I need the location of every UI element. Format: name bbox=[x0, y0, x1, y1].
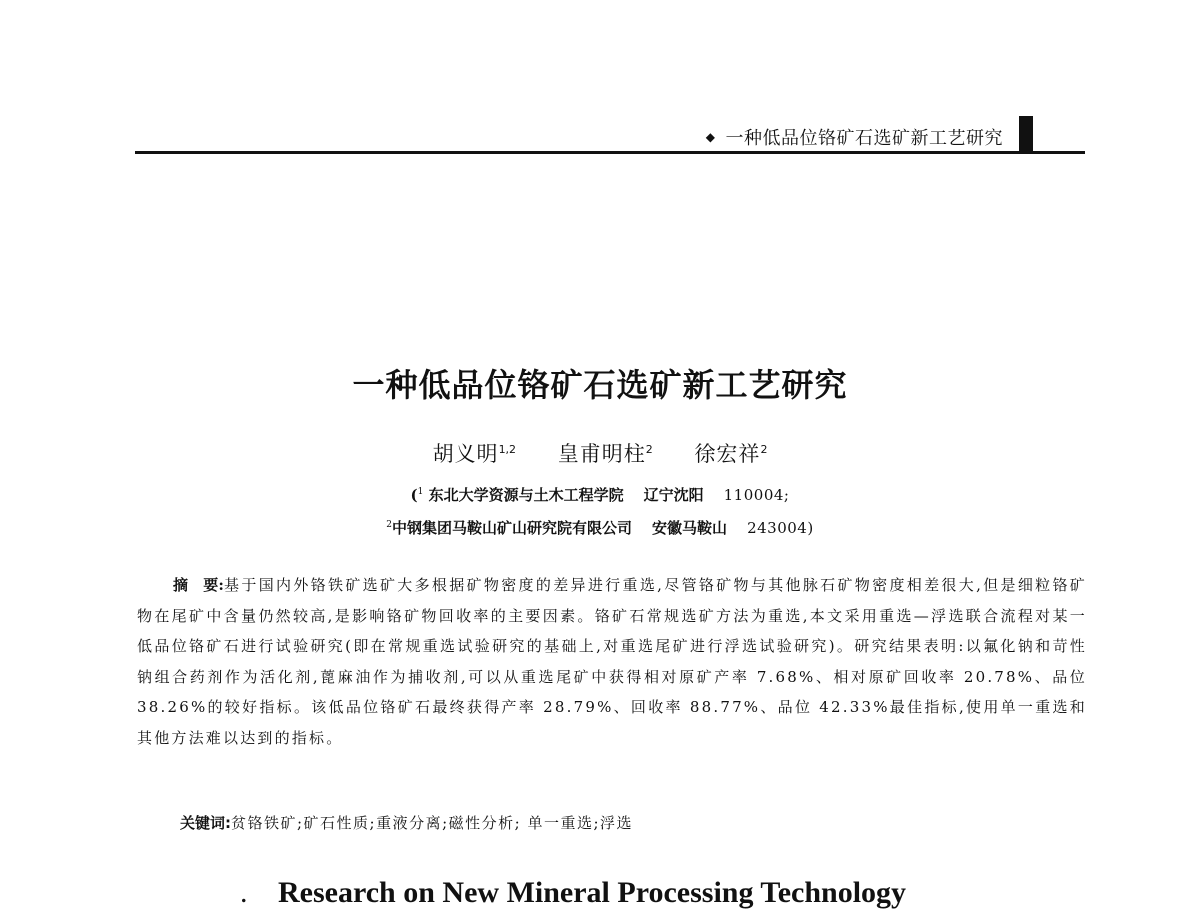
keywords bbox=[180, 812, 1080, 833]
author-affil-mark: 2 bbox=[760, 443, 768, 456]
abstract-text: 基于国内外铬铁矿选矿大多根据矿物密度的差异进行重选,尽管铬矿物与其他脉石矿物密度相差很大,但是细粒铬矿物在尾矿中含量仍然较高,是影响铬矿物回收率的主要因素。铬矿石常规选矿方法为重选,本文采用重选—浮选联合流程对某一低品位铬矿石进行试验研究(即在常规重选试验研究的基础上,对重选尾矿进行浮选试验研究)。研究结果表明:以氟化钠和苛性钠组合药剂作为活化剂,蓖麻油作为捕收剂,可以从重选尾矿中获得相对原矿产率 7.68%、相对原矿回收率 20.78%、品位 38.26%的较好指标。该低品位铬矿石最终获得产率 28.79%、回收率 88.77%、品位 42.33%最佳指标,使用单一重选和其他方法难以达到的指标。 bbox=[137, 576, 1087, 747]
affiliation-mark: 1 bbox=[417, 487, 424, 497]
affiliation-postcode: 110004; bbox=[723, 486, 790, 504]
running-header bbox=[135, 112, 1085, 154]
diamond-bullet-icon: ◆ bbox=[705, 130, 716, 144]
affiliation-postcode: 243004) bbox=[747, 519, 814, 537]
author-1 bbox=[433, 438, 517, 468]
keywords-text: 贫铬铁矿;矿石性质;重液分离;磁性分析; 单一重选;浮选 bbox=[231, 814, 634, 832]
author-2 bbox=[558, 438, 653, 468]
english-title-marker: . bbox=[240, 876, 248, 909]
english-title-text: Research on New Mineral Processing Technology bbox=[278, 876, 907, 909]
affiliation-1 bbox=[0, 484, 1200, 505]
header-bar-block bbox=[1019, 116, 1033, 152]
author-name: 皇甫明柱 bbox=[557, 442, 646, 466]
author-affil-mark: 2 bbox=[645, 443, 653, 456]
author-name: 徐宏祥 bbox=[694, 442, 761, 466]
author-affil-mark: 1,2 bbox=[498, 443, 517, 456]
affiliation-institution: 中钢集团马鞍山矿山研究院有限公司 bbox=[392, 519, 633, 537]
author-3 bbox=[694, 438, 767, 468]
paper-title: 一种低品位铬矿石选矿新工艺研究 bbox=[352, 366, 848, 404]
affiliation-2 bbox=[0, 517, 1200, 538]
affiliation-location: 安徽马鞍山 bbox=[652, 519, 728, 537]
abstract-label: 摘 要: bbox=[173, 576, 224, 594]
author-name: 胡义明 bbox=[432, 442, 499, 466]
affiliation-institution: 东北大学资源与土木工程学院 bbox=[428, 486, 624, 504]
keywords-label: 关键词: bbox=[180, 814, 231, 832]
author-list bbox=[0, 438, 1200, 468]
abstract bbox=[137, 570, 1087, 753]
header-rule bbox=[135, 151, 1085, 154]
english-title bbox=[240, 876, 906, 910]
affiliation-open-paren: ( bbox=[410, 486, 418, 504]
affiliation-mark: 2 bbox=[386, 520, 393, 530]
running-header-text-wrap bbox=[706, 124, 1003, 150]
affiliation-location: 辽宁沈阳 bbox=[643, 486, 704, 504]
running-header-title: 一种低品位铬矿石选矿新工艺研究 bbox=[725, 128, 1003, 149]
